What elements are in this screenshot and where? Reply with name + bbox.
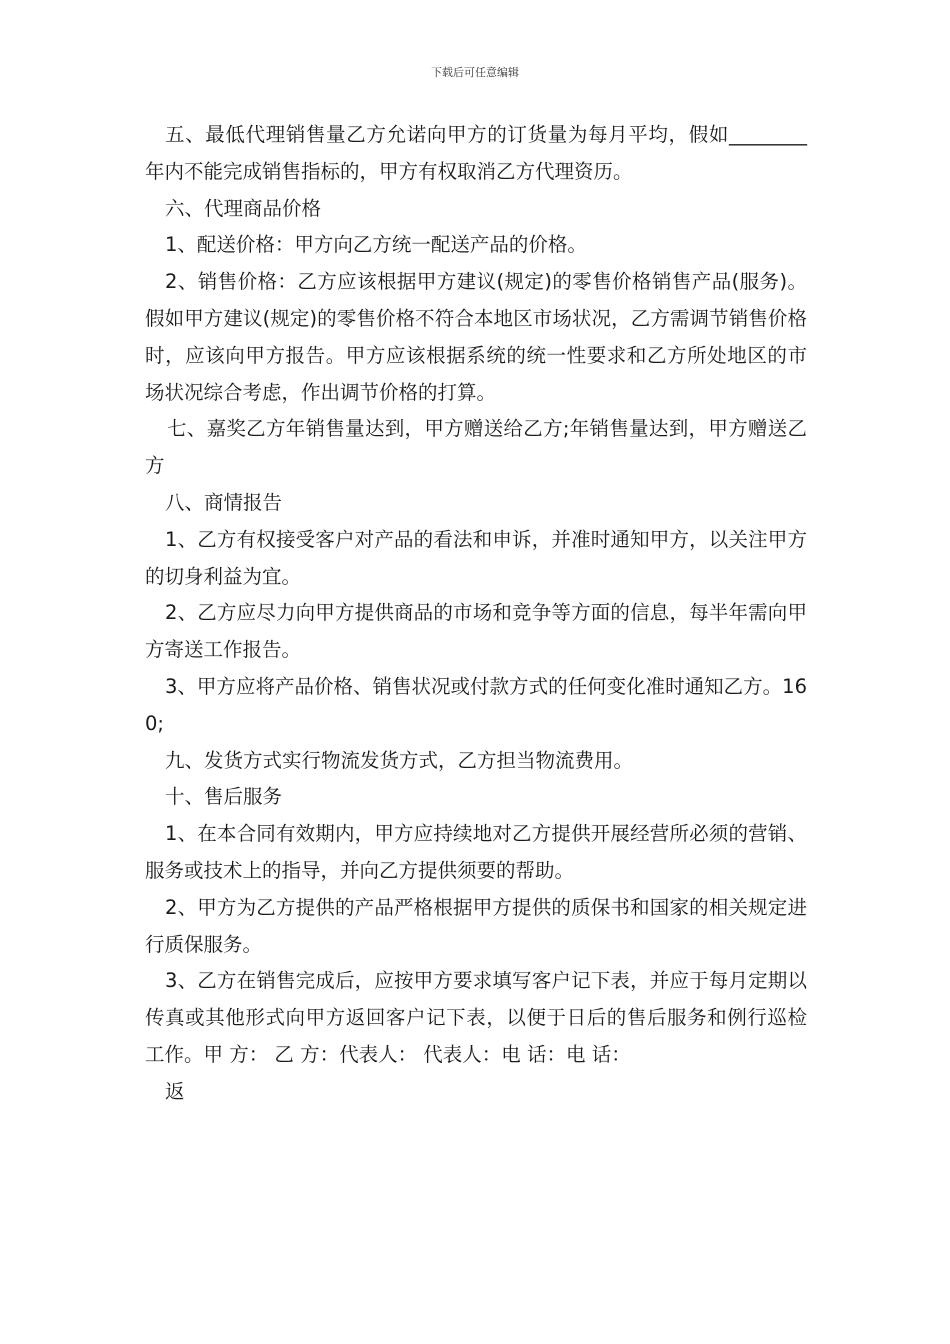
- paragraph-customer-feedback: 1、乙方有权接受客户对产品的看法和申诉，并准时通知甲方，以关注甲方的切身利益为宜。: [145, 527, 807, 588]
- page-header: 下载后可任意编辑: [431, 66, 519, 79]
- paragraph-shipping: 九、发货方式实行物流发货方式，乙方担当物流费用。: [165, 748, 634, 772]
- paragraph-rewards: 七、嘉奖乙方年销售量达到，甲方赠送给乙方;年销售量达到，甲方赠送乙方: [145, 417, 807, 478]
- paragraph-warranty: 2、甲方为乙方提供的产品严格根据甲方提供的质保书和国家的相关规定进行质保服务。: [145, 895, 807, 956]
- paragraph-market-info: 2、乙方应尽力向甲方提供商品的市场和竞争等方面的信息，每半年需向甲方寄送工作报告。: [145, 601, 807, 662]
- paragraph-sales-price: 2、销售价格：乙方应该根据甲方建议(规定)的零售价格销售产品(服务)。假如甲方建议(规定)的零售价格不符合本地区市场状况，乙方需调节销售价格时，应该向甲方报告。甲方应该根据系统的统一性要求和乙方所处地区的市场状况综合考虑，作出调节价格的打算。: [145, 270, 807, 404]
- section-heading-pricing: 六、代理商品价格: [165, 196, 322, 220]
- paragraph-price-change-notice: 3、甲方应将产品价格、销售状况或付款方式的任何变化准时通知乙方。160;: [145, 674, 807, 735]
- section-heading-market-report: 八、商情报告: [165, 490, 283, 514]
- section-heading-after-sales: 十、售后服务: [165, 785, 283, 809]
- paragraph-delivery-price: 1、配送价格：甲方向乙方统一配送产品的价格。: [165, 233, 587, 257]
- paragraph-customer-records: 3、乙方在销售完成后，应按甲方要求填写客户记下表，并应于每月定期以传真或其他形式向甲方返回客户记下表，以便于日后的售后服务和例行巡检工作。甲 方： 乙 方：代表人： 代表人：电 话：电 话：: [145, 969, 807, 1066]
- paragraph-trailing-text: 返: [165, 1079, 185, 1103]
- paragraph-guidance: 1、在本合同有效期内，甲方应持续地对乙方提供开展经营所必须的营销、服务或技术上的指导，并向乙方提供须要的帮助。: [145, 822, 807, 882]
- document-body: [145, 117, 807, 1111]
- paragraph-minimum-sales: 五、最低代理销售量乙方允诺向甲方的订货量为每月平均，假如________年内不能完成销售指标的，甲方有权取消乙方代理资历。: [145, 123, 807, 183]
